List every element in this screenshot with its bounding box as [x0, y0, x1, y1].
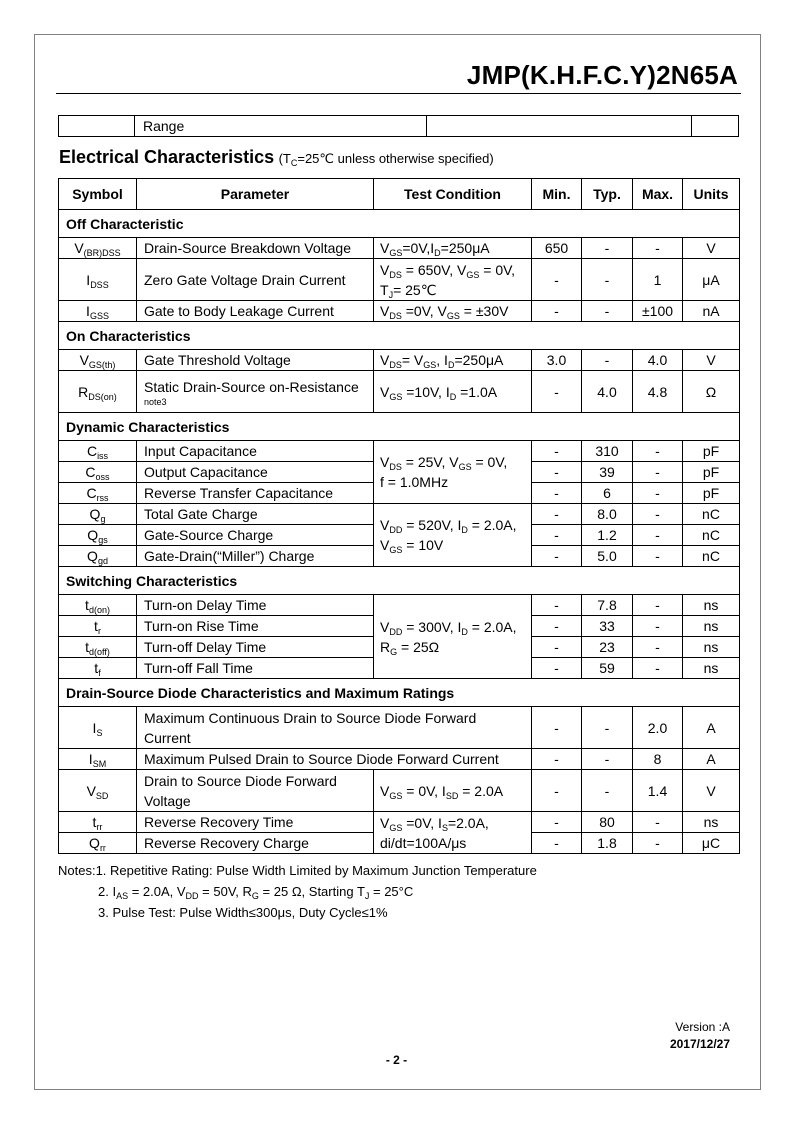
max-cell: 1	[633, 259, 683, 301]
max-cell: -	[633, 462, 683, 483]
range-cell: Range	[135, 116, 427, 137]
symbol-cell: $I_{GSS}$	[59, 301, 137, 322]
condition-cell: $V_{DS} = 25V$, $V_{GS} = 0V$, f = 1.0MHz	[374, 441, 532, 504]
max-cell: -	[633, 833, 683, 854]
max-cell: -	[633, 658, 683, 679]
max-cell: -	[633, 483, 683, 504]
symbol-cell: $V_{GS(th)}$	[59, 350, 137, 371]
max-cell: 4.0	[633, 350, 683, 371]
max-cell: 4.8	[633, 371, 683, 413]
parameter-cell: Reverse Transfer Capacitance	[137, 483, 374, 504]
symbol-cell: $Q_{gd}$	[59, 546, 137, 567]
typ-cell: -	[582, 259, 633, 301]
parameter-cell: Gate to Body Leakage Current	[137, 301, 374, 322]
condition-cell: $V_{DS} =0V$, $V_{GS} = \pm 30V$	[374, 301, 532, 322]
table-row	[59, 770, 740, 812]
parameter-cell: Turn-on Rise Time	[137, 616, 374, 637]
min-cell: -	[532, 833, 582, 854]
table-row	[59, 595, 740, 616]
max-cell: -	[633, 595, 683, 616]
symbol-cell: $t_{rr}$	[59, 812, 137, 833]
condition-cell: $V_{DS}= V_{GS}$, $I_D=250\mu A$	[374, 350, 532, 371]
symbol-cell: $t_{d(off)}$	[59, 637, 137, 658]
symbol-cell: $C_{oss}$	[59, 462, 137, 483]
document-title: JMP(K.H.F.C.Y)2N65A	[466, 60, 738, 90]
unit-cell: V	[683, 238, 740, 259]
max-cell: -	[633, 546, 683, 567]
parameter-cell: Gate-Drain(“Miller”) Charge	[137, 546, 374, 567]
notes	[58, 860, 537, 923]
title-rule	[56, 93, 741, 94]
max-cell: -	[633, 441, 683, 462]
unit-cell: ns	[683, 658, 740, 679]
typ-cell: -	[582, 238, 633, 259]
symbol-cell: $I_S$	[59, 707, 137, 749]
unit-cell: μC	[683, 833, 740, 854]
parameter-cell: Turn-off Delay Time	[137, 637, 374, 658]
unit-cell: ns	[683, 616, 740, 637]
min-cell: -	[532, 301, 582, 322]
table-row	[59, 301, 740, 322]
table-row	[59, 504, 740, 525]
condition-cell: $V_{DD} = 520V$, $I_D = 2.0A$, $V_{GS} = 10V$	[374, 504, 532, 567]
empty-cell	[59, 116, 135, 137]
min-cell: -	[532, 616, 582, 637]
parameter-cell: Maximum Pulsed Drain to Source Diode Forward Current	[137, 749, 532, 770]
group-heading: Switching Characteristics	[59, 567, 740, 595]
max-cell: -	[633, 525, 683, 546]
symbol-cell: $C_{rss}$	[59, 483, 137, 504]
symbol-cell: $R_{DS(on)}$	[59, 371, 137, 413]
condition-cell: $V_{DS} = 650V$, $V_{GS} = 0V$, $T_J=$ 25℃	[374, 259, 532, 301]
table-row	[59, 238, 740, 259]
note-reference: note3	[144, 396, 167, 407]
unit-cell: nC	[683, 504, 740, 525]
note-1: Notes:1. Repetitive Rating: Pulse Width Limited by Maximum Junction Temperature	[58, 863, 537, 878]
max-cell: -	[633, 504, 683, 525]
min-cell: -	[532, 371, 582, 413]
unit-cell: nC	[683, 525, 740, 546]
note-2: 2. $I_{AS} = 2.0A$, $V_{DD} = 50V$, $R_G = 25$ Ω, Starting $T_J = 25^\circ C$	[98, 884, 414, 901]
unit-cell: pF	[683, 462, 740, 483]
min-cell: -	[532, 525, 582, 546]
typ-cell: 310	[582, 441, 633, 462]
min-cell: -	[532, 658, 582, 679]
col-parameter: Parameter	[137, 179, 374, 210]
parameter-cell: Turn-on Delay Time	[137, 595, 374, 616]
min-cell: -	[532, 770, 582, 812]
min-cell: 3.0	[532, 350, 582, 371]
parameter-cell: Input Capacitance	[137, 441, 374, 462]
table-row	[59, 707, 740, 749]
typ-cell: 59	[582, 658, 633, 679]
typ-cell: -	[582, 707, 633, 749]
min-cell: -	[532, 707, 582, 749]
condition-cell: $V_{GS} =0V$, $I_S=2.0A$, di/dt=100A/μs	[374, 812, 532, 854]
min-cell: -	[532, 441, 582, 462]
symbol-cell: $Q_g$	[59, 504, 137, 525]
typ-cell: 5.0	[582, 546, 633, 567]
max-cell: 1.4	[633, 770, 683, 812]
parameter-cell: Zero Gate Voltage Drain Current	[137, 259, 374, 301]
symbol-cell: $C_{iss}$	[59, 441, 137, 462]
empty-cell	[427, 116, 692, 137]
max-cell: -	[633, 616, 683, 637]
col-test-condition: Test Condition	[374, 179, 532, 210]
symbol-cell: $Q_{rr}$	[59, 833, 137, 854]
col-units: Units	[683, 179, 740, 210]
parameter-cell: Total Gate Charge	[137, 504, 374, 525]
unit-cell: Ω	[683, 371, 740, 413]
unit-cell: ns	[683, 595, 740, 616]
parameter-cell: Output Capacitance	[137, 462, 374, 483]
symbol-cell: $I_{SM}$	[59, 749, 137, 770]
unit-cell: A	[683, 707, 740, 749]
min-cell: -	[532, 595, 582, 616]
parameter-cell: Gate Threshold Voltage	[137, 350, 374, 371]
table-header-row	[59, 179, 740, 210]
col-min: Min.	[532, 179, 582, 210]
col-max: Max.	[633, 179, 683, 210]
condition-cell: $V_{GS} =10V$, $I_D =1.0A$	[374, 371, 532, 413]
unit-cell: nA	[683, 301, 740, 322]
parameter-cell: Reverse Recovery Time	[137, 812, 374, 833]
typ-cell: 7.8	[582, 595, 633, 616]
table-row	[59, 350, 740, 371]
min-cell: -	[532, 504, 582, 525]
condition-cell: $V_{DD} = 300V$, $I_D = 2.0A$, $R_G = 25\Omega$	[374, 595, 532, 679]
max-cell: -	[633, 637, 683, 658]
continued-table-fragment	[58, 115, 739, 137]
typ-cell: 8.0	[582, 504, 633, 525]
max-cell: -	[633, 812, 683, 833]
symbol-cell: $t_r$	[59, 616, 137, 637]
symbol-cell: $t_{d(on)}$	[59, 595, 137, 616]
typ-cell: -	[582, 749, 633, 770]
col-typ: Typ.	[582, 179, 633, 210]
unit-cell: ns	[683, 812, 740, 833]
typ-cell: -	[582, 770, 633, 812]
section-condition: ($T_C=25℃$ unless otherwise specified)	[278, 151, 494, 168]
unit-cell: V	[683, 770, 740, 812]
parameter-cell: Drain to Source Diode Forward Voltage	[137, 770, 374, 812]
table-row	[59, 371, 740, 413]
table-row	[59, 749, 740, 770]
unit-cell: pF	[683, 483, 740, 504]
parameter-cell: Maximum Continuous Drain to Source Diode Forward Current	[137, 707, 532, 749]
table-row	[59, 441, 740, 462]
min-cell: -	[532, 546, 582, 567]
typ-cell: 33	[582, 616, 633, 637]
col-symbol: Symbol	[59, 179, 137, 210]
group-heading: Drain-Source Diode Characteristics and Maximum Ratings	[59, 679, 740, 707]
min-cell: -	[532, 462, 582, 483]
parameter-cell: Static Drain-Source on-Resistance note3	[137, 371, 374, 413]
max-cell: ±100	[633, 301, 683, 322]
parameter-cell: Gate-Source Charge	[137, 525, 374, 546]
max-cell: 8	[633, 749, 683, 770]
condition-cell: $V_{GS}=0V,I_D=250\mu A$	[374, 238, 532, 259]
typ-cell: 80	[582, 812, 633, 833]
group-heading: Off Characteristic	[59, 210, 740, 238]
unit-cell: V	[683, 350, 740, 371]
revision-date: 2017/12/27	[669, 1037, 730, 1051]
unit-cell: nC	[683, 546, 740, 567]
section-heading	[59, 147, 494, 168]
unit-cell: μA	[683, 259, 740, 301]
version-label: Version :A	[675, 1020, 730, 1034]
table-row	[59, 812, 740, 833]
table-row	[59, 259, 740, 301]
min-cell: -	[532, 812, 582, 833]
typ-cell: -	[582, 301, 633, 322]
symbol-cell: $I_{DSS}$	[59, 259, 137, 301]
typ-cell: 4.0	[582, 371, 633, 413]
symbol-cell: $Q_{gs}$	[59, 525, 137, 546]
typ-cell: 1.2	[582, 525, 633, 546]
min-cell: 650	[532, 238, 582, 259]
typ-cell: 6	[582, 483, 633, 504]
min-cell: -	[532, 259, 582, 301]
unit-cell: A	[683, 749, 740, 770]
min-cell: -	[532, 483, 582, 504]
typ-cell: -	[582, 350, 633, 371]
typ-cell: 1.8	[582, 833, 633, 854]
max-cell: -	[633, 238, 683, 259]
symbol-cell: $V_{(BR)DSS}$	[59, 238, 137, 259]
parameter-cell: Reverse Recovery Charge	[137, 833, 374, 854]
electrical-characteristics-table	[58, 178, 740, 854]
min-cell: -	[532, 637, 582, 658]
max-cell: 2.0	[633, 707, 683, 749]
page-number: - 2 -	[385, 1053, 408, 1067]
symbol-cell: $t_f$	[59, 658, 137, 679]
parameter-cell: Turn-off Fall Time	[137, 658, 374, 679]
min-cell: -	[532, 749, 582, 770]
symbol-cell: $V_{SD}$	[59, 770, 137, 812]
parameter-cell: Drain-Source Breakdown Voltage	[137, 238, 374, 259]
group-heading: On Characteristics	[59, 322, 740, 350]
section-title: Electrical Characteristics	[59, 147, 275, 167]
unit-cell: ns	[683, 637, 740, 658]
typ-cell: 39	[582, 462, 633, 483]
empty-cell	[692, 116, 739, 137]
condition-cell: $V_{GS} = 0V$, $I_{SD} = 2.0A$	[374, 770, 532, 812]
note-3: 3. Pulse Test: Pulse Width≤300μs, Duty Cycle≤1%	[98, 905, 388, 920]
unit-cell: pF	[683, 441, 740, 462]
typ-cell: 23	[582, 637, 633, 658]
group-heading: Dynamic Characteristics	[59, 413, 740, 441]
